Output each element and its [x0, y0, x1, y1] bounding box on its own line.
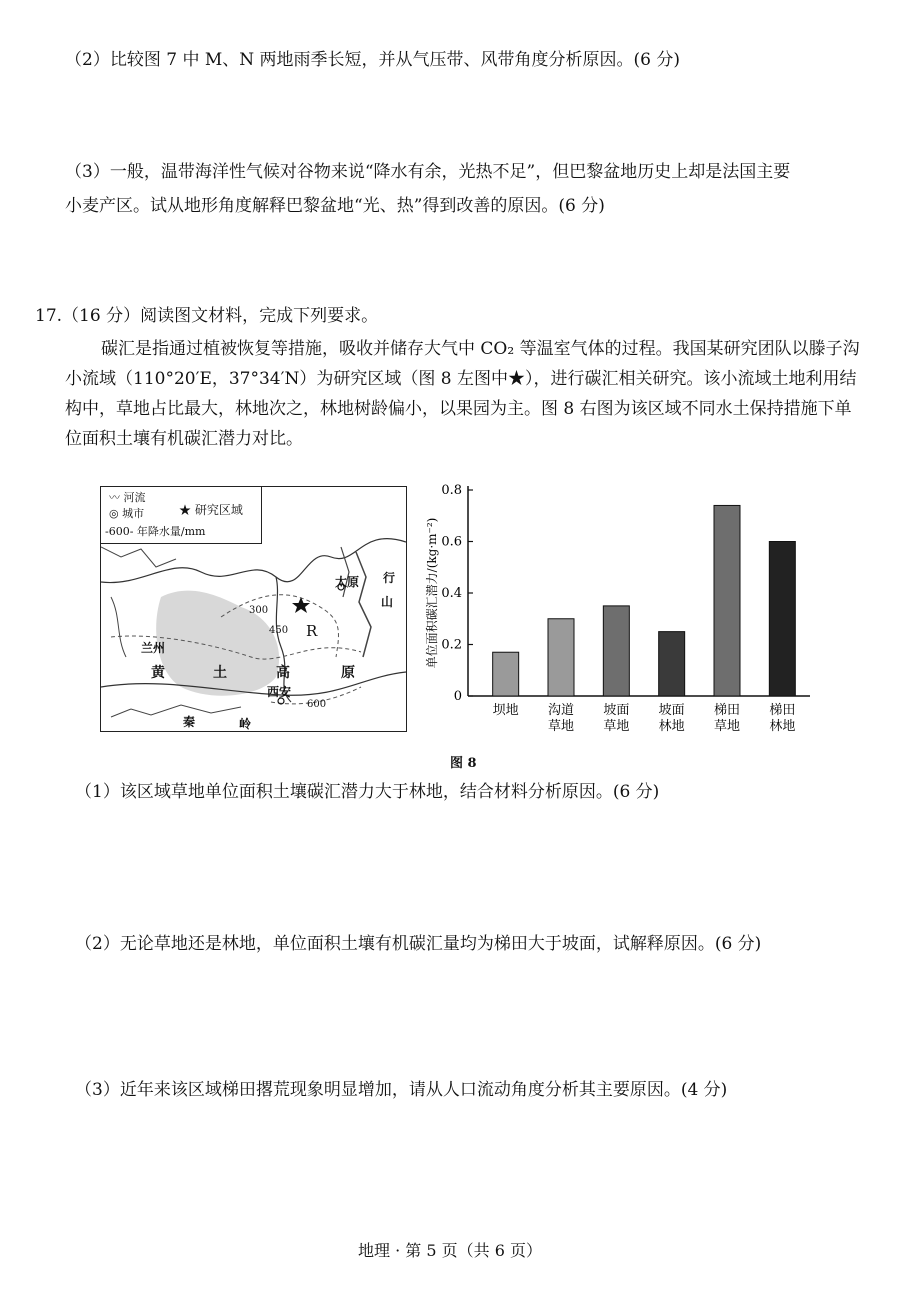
legend-city: 城市 [122, 507, 145, 520]
y-tick-label: 0.6 [441, 534, 462, 550]
category-label: 坡面 [603, 703, 630, 718]
bar [714, 505, 740, 696]
carbon-sink-bar-chart [420, 478, 820, 738]
y-tick-label: 0.2 [441, 637, 462, 653]
river-legend-icon: 〰 [109, 491, 120, 504]
map-label-r: R [306, 622, 318, 640]
map-label-qin: 秦 [183, 715, 196, 729]
bar [493, 652, 519, 696]
loess-plateau-map [100, 486, 407, 732]
category-label: 草地 [547, 719, 575, 734]
q17-part3: （3）近年来该区域梯田撂荒现象明显增加，请从人口流动角度分析其主要原因。(4 分) [75, 1080, 728, 1100]
figure-caption: 图 8 [450, 756, 477, 771]
map-label-shan: 山 [381, 595, 394, 609]
q17-header: 17.（16 分）阅读图文材料，完成下列要求。 [35, 306, 379, 326]
legend-study-area: 研究区域 [194, 503, 243, 517]
map-label-yuan: 原 [341, 665, 355, 681]
star-icon: ★ [179, 503, 192, 517]
city-legend-icon: ◎ [109, 507, 119, 520]
category-label: 林地 [658, 719, 685, 734]
y-tick-label: 0 [453, 689, 462, 704]
map-label-hang: 行 [383, 571, 396, 585]
q17-part1: （1）该区域草地单位面积土壤碳汇潜力大于林地，结合材料分析原因。(6 分) [75, 782, 660, 802]
category-label: 草地 [603, 719, 630, 734]
bar [603, 606, 629, 696]
map-legend [101, 487, 262, 544]
map-label-ling: 岭 [239, 717, 252, 731]
isohyet-300: 300 [249, 605, 269, 616]
category-label: 林地 [769, 719, 796, 734]
q16-part3-line1: （3）一般，温带海洋性气候对谷物来说“降水有余，光热不足”，但巴黎盆地历史上却是法国主要 [65, 162, 791, 182]
category-label: 草地 [713, 719, 741, 734]
page-footer: 地理 · 第 5 页（共 6 页） [358, 1241, 542, 1260]
chart-svg [420, 478, 820, 738]
bar [769, 542, 795, 697]
category-label: 坝地 [492, 703, 519, 718]
q17-material: 碳汇是指通过植被恢复等措施，吸收并储存大气中 CO₂ 等温室气体的过程。我国某研究团队以滕子沟小流域（110°20′E，37°34′N）为研究区域（图 8 左图中★），进行碳汇相关研究。该小流域土地利用结构中，草地占比最大，林地次之，林地树龄偏小，以果园为主。图 8 右图为该区域不同水土保持措施下单位面积土壤有机碳汇潜力对比。 [65, 339, 860, 449]
isohyet-450: 450 [269, 625, 289, 636]
category-label: 坡面 [658, 703, 685, 718]
category-label: 梯田 [713, 703, 741, 718]
category-label: 梯田 [769, 703, 796, 718]
map-label-tu: 土 [213, 665, 227, 681]
category-label: 沟道 [547, 703, 575, 718]
map-label-gao: 高 [276, 665, 290, 681]
y-axis-label: 单位面积碳汇潜力/(kg·m⁻²) [425, 517, 439, 669]
map-label-huang: 黄 [151, 665, 165, 681]
map-label-xian: 西安 [267, 685, 292, 699]
legend-river: 河流 [123, 491, 146, 504]
legend-isohyet: -600- 年降水量/mm [105, 525, 206, 538]
isohyet-600: 600 [307, 699, 327, 710]
y-tick-label: 0.8 [441, 483, 462, 498]
map-label-taiyuan: 太原 [335, 575, 360, 589]
q16-part3-line2: 小麦产区。试从地形角度解释巴黎盆地“光、热”得到改善的原因。(6 分) [65, 196, 605, 216]
y-tick-label: 0.4 [441, 586, 462, 601]
q16-part2: （2）比较图 7 中 M、N 两地雨季长短，并从气压带、风带角度分析原因。(6 分) [65, 50, 681, 70]
map-label-lanzhou: 兰州 [141, 641, 166, 655]
q17-part2: （2）无论草地还是林地，单位面积土壤有机碳汇量均为梯田大于坡面，试解释原因。(6 分) [75, 934, 762, 954]
bar [659, 632, 685, 696]
bar [548, 619, 574, 696]
